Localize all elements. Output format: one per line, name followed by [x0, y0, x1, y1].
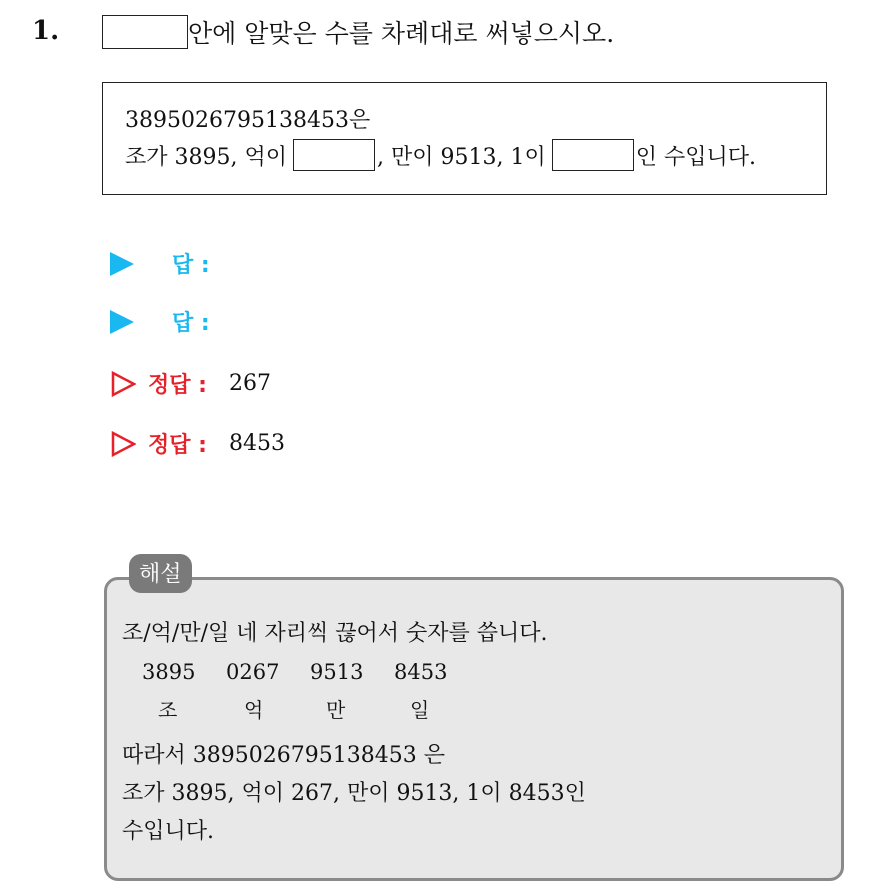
problem-number-text: 3895026795138453은: [125, 108, 371, 133]
sentence-part-1: 조가 3895, 억이: [125, 144, 287, 170]
answer-row-1: [110, 248, 210, 279]
digit-group-il: 8453: [394, 660, 448, 684]
sentence-part-2: , 만이 9513, 1이: [376, 144, 546, 170]
blank-il[interactable]: [552, 139, 634, 171]
unit-label-man: 만: [326, 698, 346, 722]
blank-eok[interactable]: [293, 139, 375, 171]
unit-label-eok: 억: [244, 698, 264, 722]
explanation-line-2: 따라서 3895026795138453 은: [122, 743, 445, 768]
correct-answer-label: 정답 :: [148, 433, 207, 458]
play-triangle-icon: [110, 252, 134, 276]
digit-group-eok: 0267: [226, 660, 280, 684]
unit-label-il: 일: [410, 698, 430, 722]
problem-box: [102, 82, 827, 195]
correct-answer-value: 267: [228, 371, 271, 396]
play-triangle-icon: [110, 310, 134, 334]
question-number: 1.: [32, 16, 60, 46]
unit-label-jo: 조: [158, 698, 178, 722]
digit-group-jo: 3895: [142, 660, 196, 684]
sentence-part-3: 인 수입니다.: [635, 144, 756, 170]
explanation-line-4: 수입니다.: [122, 819, 215, 844]
blank-box-example: [102, 15, 188, 49]
problem-sentence: [125, 139, 756, 171]
outline-triangle-icon: [110, 431, 136, 457]
correct-answer-row-1: [110, 368, 271, 399]
correct-answer-value: 8453: [228, 431, 285, 456]
question-instruction: [102, 14, 614, 50]
explanation-line-3: 조가 3895, 억이 267, 만이 9513, 1이 8453인: [122, 781, 586, 806]
instruction-text: 안에 알맞은 수를 차례대로 써넣으시오.: [188, 19, 615, 48]
answer-row-2: [110, 306, 210, 337]
explanation-tag: 해설: [129, 554, 192, 593]
digit-group-man: 9513: [310, 660, 364, 684]
answer-label: 답 :: [172, 253, 210, 278]
outline-triangle-icon: [110, 371, 136, 397]
explanation-line-1: 조/억/만/일 네 자리씩 끊어서 숫자를 씁니다.: [122, 621, 548, 646]
answer-label: 답 :: [172, 311, 210, 336]
correct-answer-label: 정답 :: [148, 373, 207, 398]
correct-answer-row-2: [110, 428, 285, 459]
